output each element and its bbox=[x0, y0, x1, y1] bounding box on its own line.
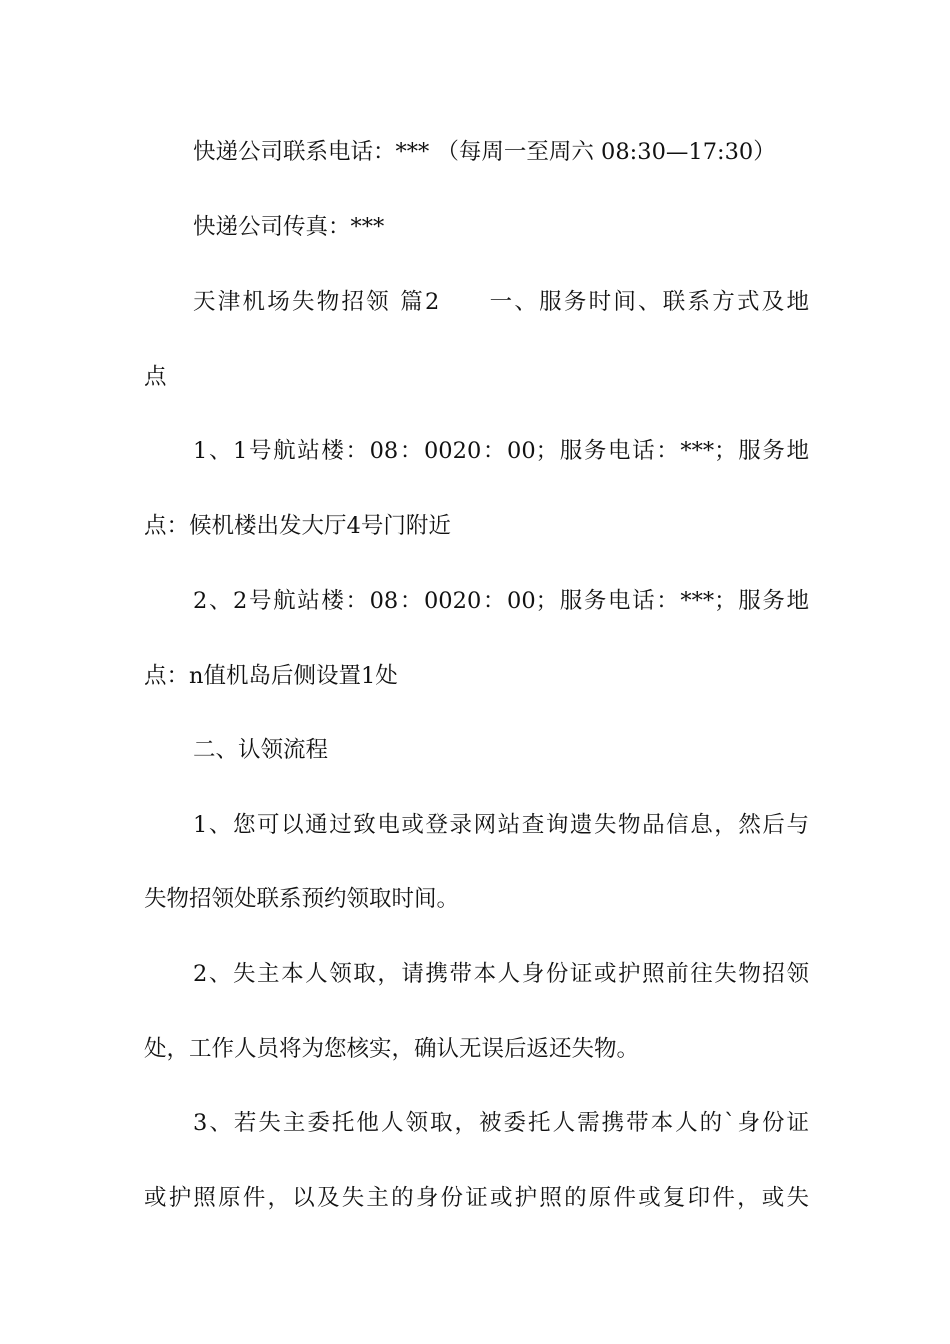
paragraph-line: 点：n值机岛后侧设置1处 bbox=[144, 663, 398, 689]
claim-step-1-line: 1、您可以通过致电或登录网站查询遗失物品信息，然后与 bbox=[193, 812, 809, 838]
claim-step-3-line: 3、若失主委托他人领取，被委托人需携带本人的`身份证 bbox=[193, 1110, 809, 1136]
terminal-2-line: 2、2号航站楼：08：0020：00；服务电话：***；服务地 bbox=[193, 588, 809, 614]
paragraph-line: 失物招领处联系预约领取时间。 bbox=[144, 886, 460, 912]
paragraph-line: 处，工作人员将为您核实，确认无误后返还失物。 bbox=[144, 1036, 640, 1062]
paragraph-line: 或护照原件，以及失主的身份证或护照的原件或复印件，或失 bbox=[144, 1185, 809, 1211]
article-title: 天津机场失物招领 篇2 bbox=[193, 289, 440, 315]
section-heading-1: 一、服务时间、联系方式及地 bbox=[487, 289, 809, 315]
paragraph-line: 点：候机楼出发大厅4号门附近 bbox=[144, 513, 451, 539]
paragraph-line: 点 bbox=[144, 364, 167, 390]
terminal-1-line: 1、1号航站楼：08：0020：00；服务电话：***；服务地 bbox=[193, 438, 809, 464]
express-phone-line: 快递公司联系电话：*** （每周一至周六 08:30—17:30） bbox=[193, 139, 776, 165]
section-title-line bbox=[193, 287, 809, 317]
section-heading-2: 二、认领流程 bbox=[193, 737, 329, 763]
express-fax-line: 快递公司传真：*** bbox=[193, 214, 385, 240]
claim-step-2-line: 2、失主本人领取，请携带本人身份证或护照前往失物招领 bbox=[193, 961, 809, 987]
